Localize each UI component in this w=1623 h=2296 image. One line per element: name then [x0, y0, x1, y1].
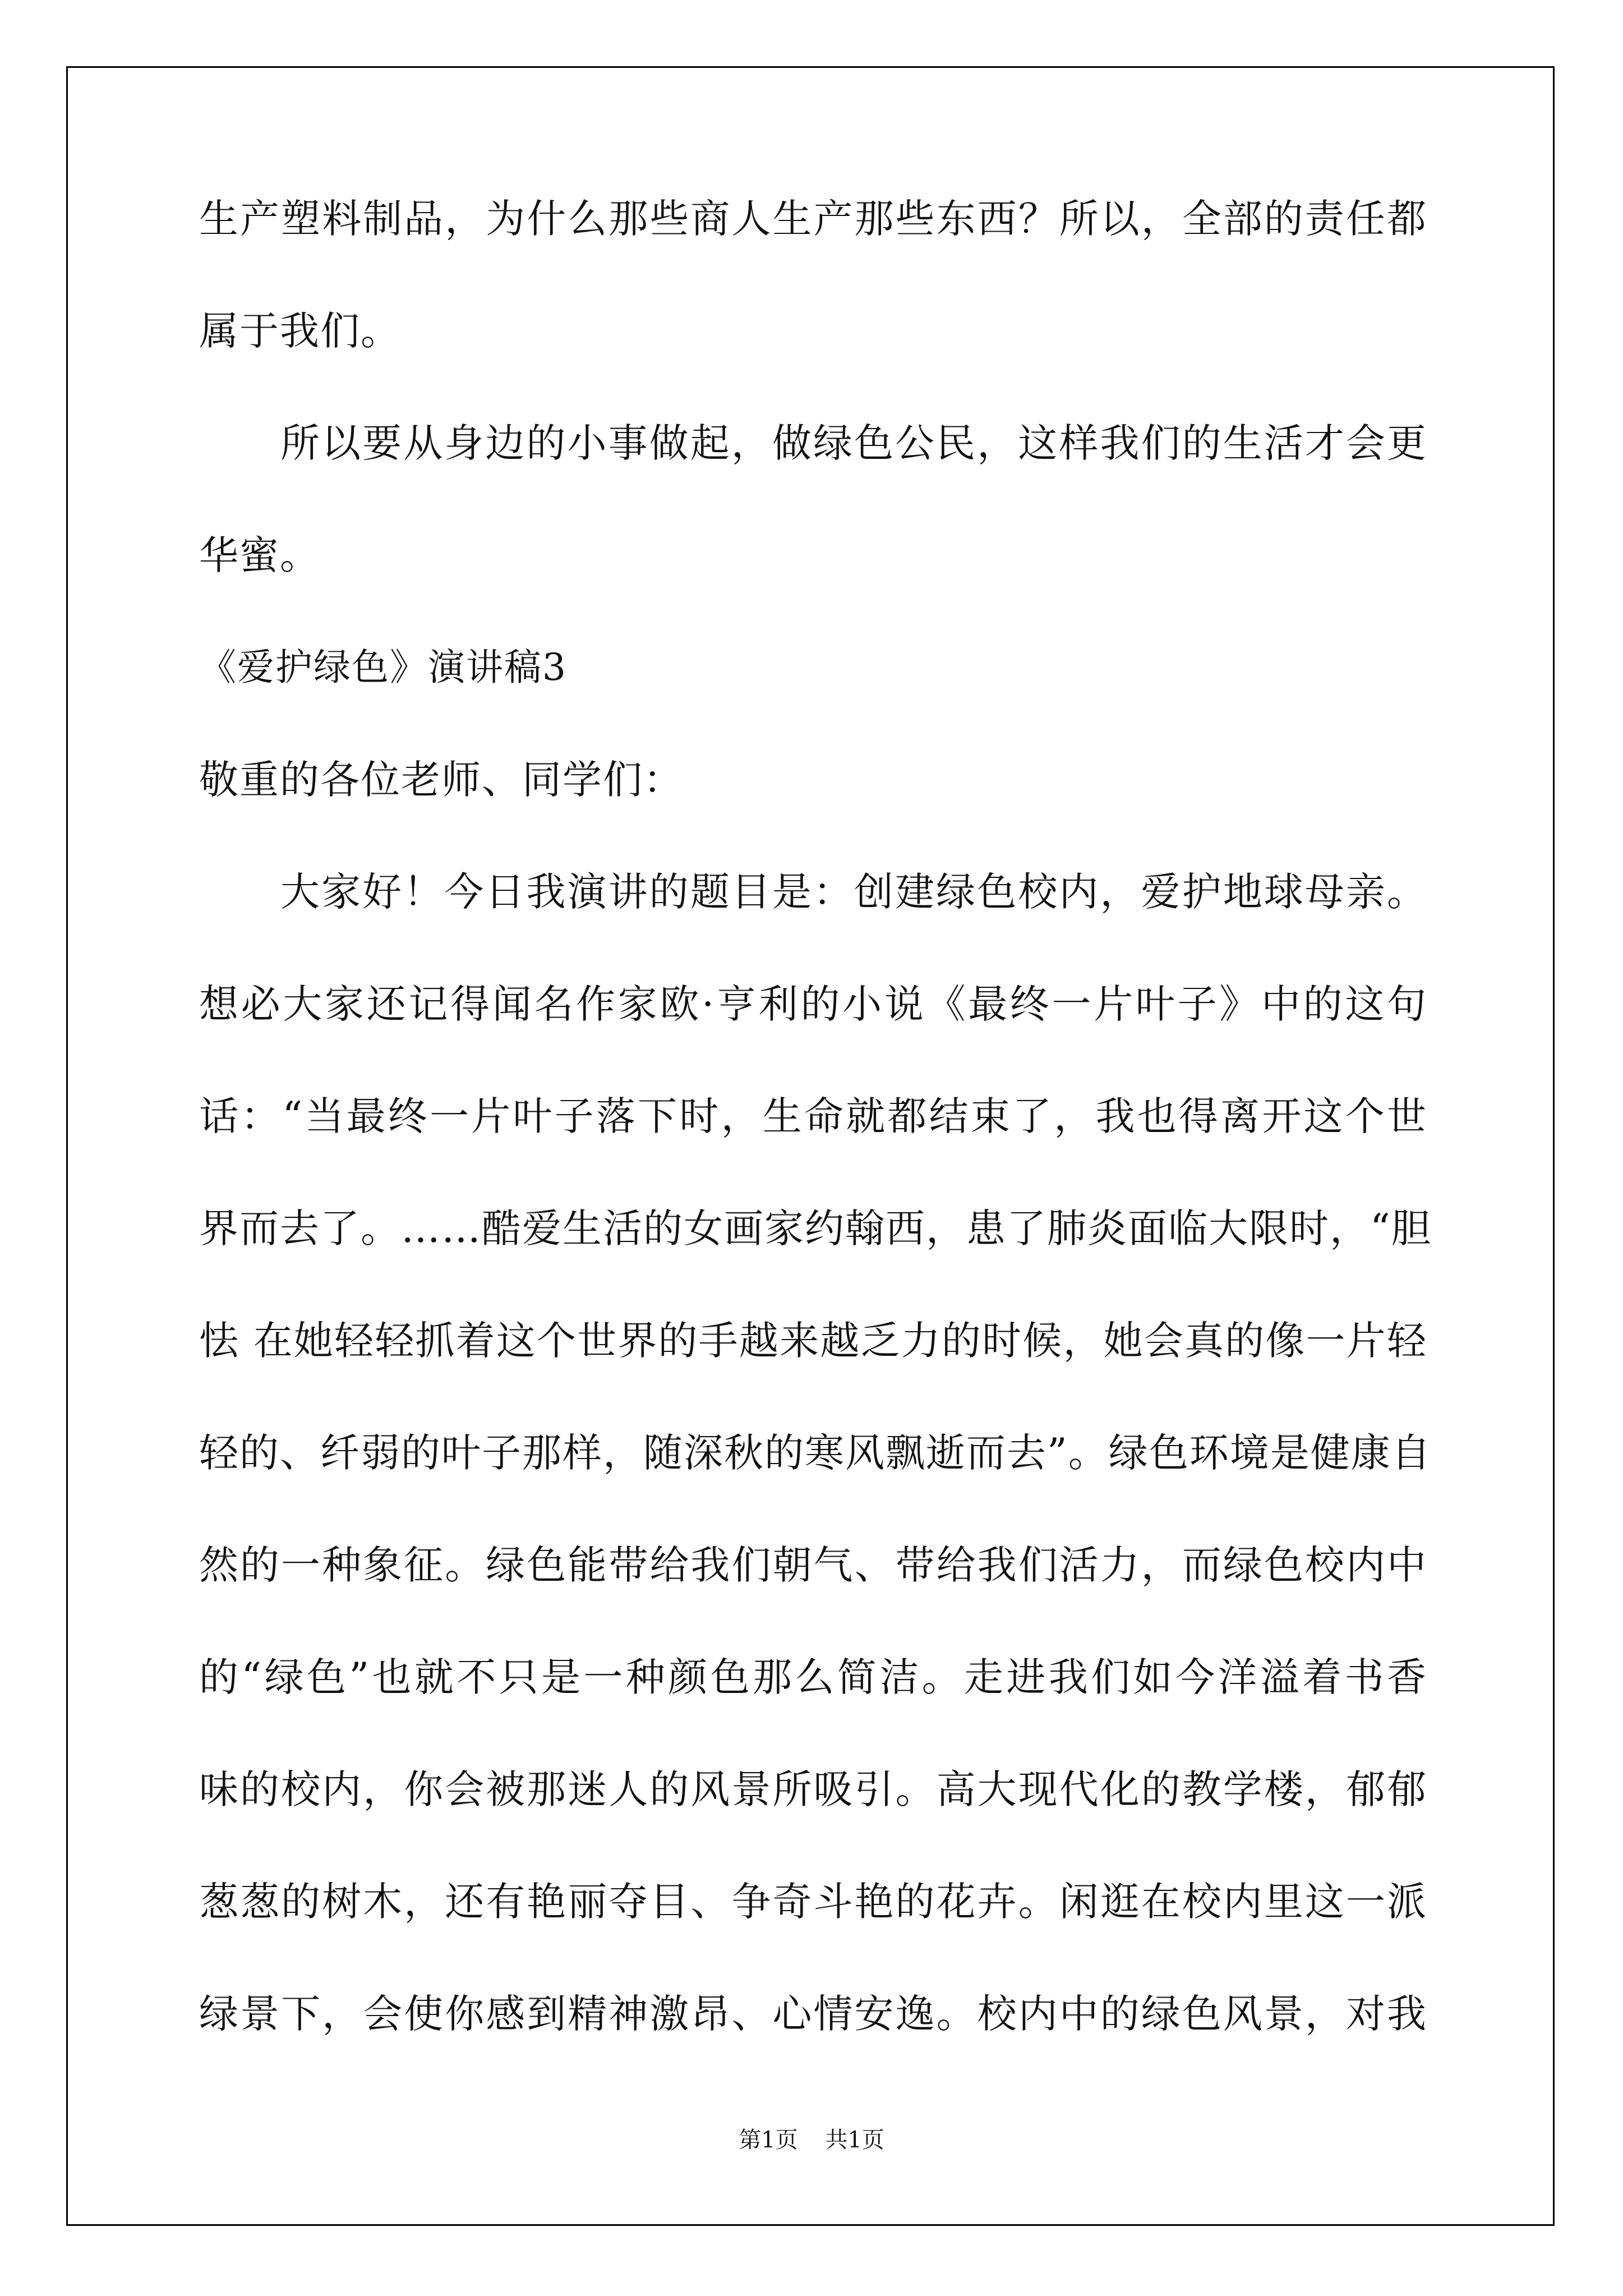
paragraph-line: 属于我们。 — [199, 308, 401, 354]
paragraph-line: 大家好！今日我演讲的题目是：创建绿色校内，爱护地球母亲。 — [280, 869, 1427, 915]
page-footer — [0, 2126, 1623, 2154]
salutation: 敬重的各位老师、同学们： — [199, 757, 684, 803]
paragraph-line: 华蜜。 — [199, 532, 320, 578]
document-body — [199, 191, 1432, 2098]
paragraph-line: 的“绿色”也就不只是一种颜色那么简洁。走进我们如今洋溢着书香 — [199, 1654, 1427, 1700]
paragraph-line: 味的校内，你会被那迷人的风景所吸引。高大现代化的教学楼，郁郁 — [199, 1766, 1427, 1812]
paragraph-line: 轻的、纤弱的叶子那样，随深秋的寒风飘逝而去”。绿色环境是健康自 — [199, 1430, 1432, 1476]
paragraph-line: 怯 在她轻轻抓着这个世界的手越来越乏力的时候，她会真的像一片轻 — [199, 1318, 1427, 1364]
paragraph-line: 生产塑料制品，为什么那些商人生产那些东西？所以，全部的责任都 — [199, 196, 1427, 242]
page-total: 共1页 — [825, 2127, 884, 2153]
paragraph-line: 话：“当最终一片叶子落下时，生命就都结束了，我也得离开这个世 — [199, 1093, 1427, 1139]
paragraph-line: 所以要从身边的小事做起，做绿色公民，这样我们的生活才会更 — [280, 420, 1427, 466]
paragraph-line: 界而去了。……酷爱生活的女画家约翰西，患了肺炎面临大限时，“胆 — [199, 1205, 1432, 1251]
page-number: 第1页 — [739, 2127, 798, 2153]
paragraph-line: 然的一种象征。绿色能带给我们朝气、带给我们活力，而绿色校内中 — [199, 1542, 1427, 1588]
paragraph-line: 绿景下，会使你感到精神激昂、心情安逸。校内中的绿色风景，对我 — [199, 1991, 1427, 2037]
paragraph-line: 葱葱的树木，还有艳丽夺目、争奇斗艳的花卉。闲逛在校内里这一派 — [199, 1879, 1427, 1925]
section-title: 《爱护绿色》演讲稿3 — [199, 646, 567, 689]
paragraph-line: 想必大家还记得闻名作家欧·亨利的小说《最终一片叶子》中的这句 — [199, 981, 1427, 1027]
